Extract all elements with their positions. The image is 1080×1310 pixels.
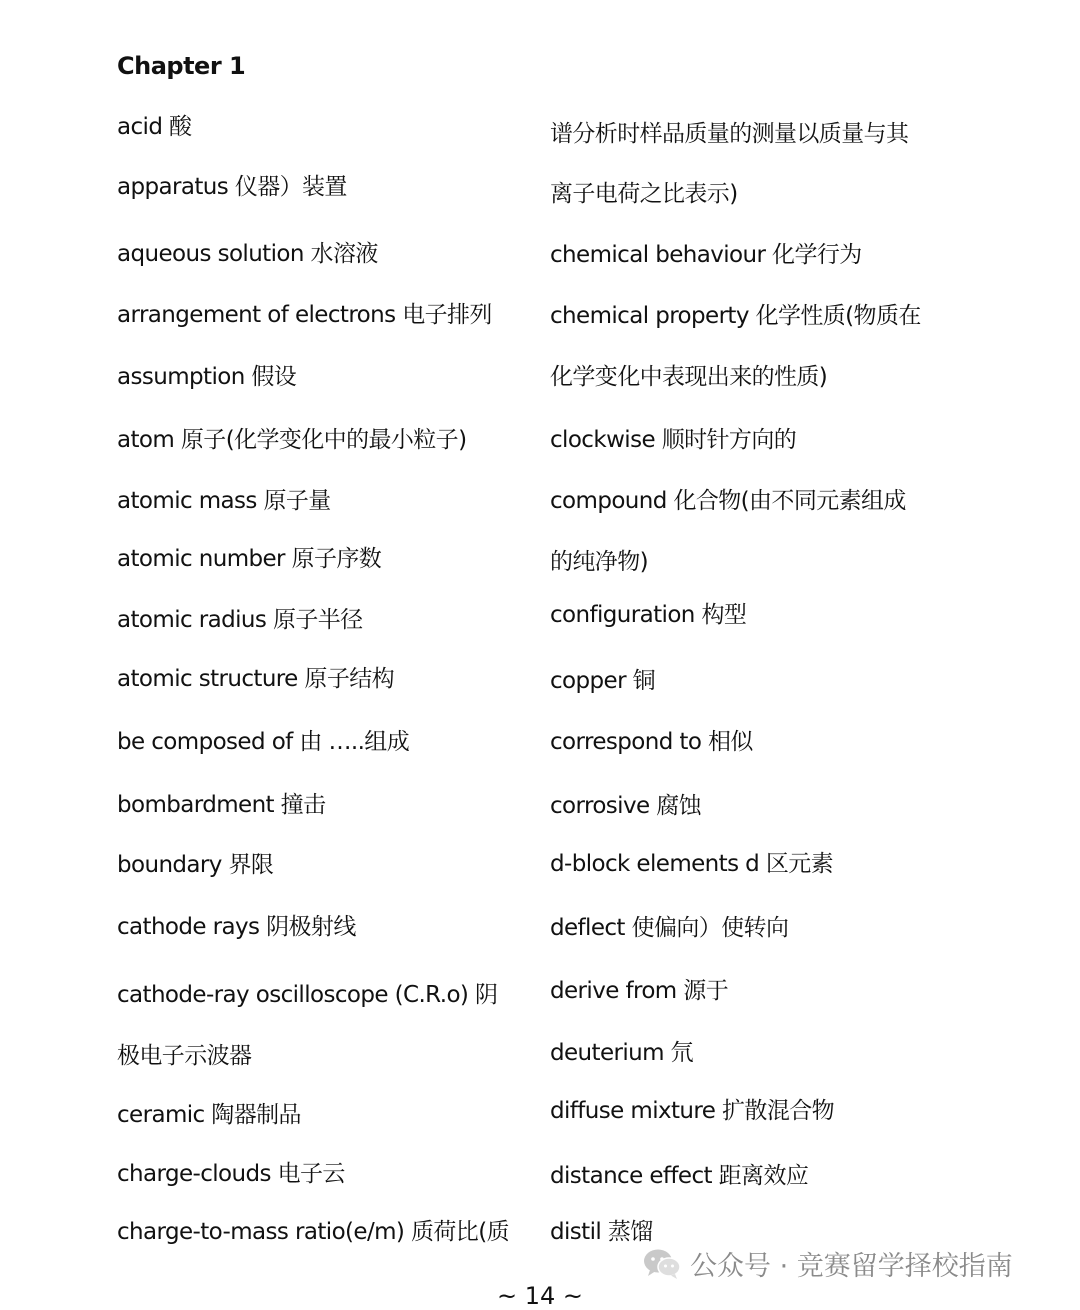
glossary-entry: atomic number 原子序数	[117, 546, 382, 572]
glossary-entry: clockwise 顺时针方向的	[550, 427, 797, 453]
glossary-entry: chemical behaviour 化学行为	[550, 242, 862, 268]
glossary-entry: 谱分析时样品质量的测量以质量与其	[550, 121, 909, 147]
glossary-entry: ceramic 陶器制品	[117, 1102, 301, 1128]
glossary-entry: distance effect 距离效应	[550, 1163, 809, 1189]
glossary-entry: aqueous solution 水溶液	[117, 241, 378, 267]
glossary-entry: diffuse mixture 扩散混合物	[550, 1098, 835, 1124]
glossary-entry: correspond to 相似	[550, 729, 753, 755]
glossary-entry: cathode rays 阴极射线	[117, 914, 356, 940]
glossary-entry: distil 蒸馏	[550, 1219, 653, 1245]
glossary-entry: deuterium 氘	[550, 1040, 694, 1066]
glossary-entry: charge-clouds 电子云	[117, 1161, 345, 1187]
wechat-icon	[642, 1246, 682, 1282]
page-number: ~ 14 ~	[496, 1282, 583, 1310]
glossary-entry: boundary 界限	[117, 852, 274, 878]
glossary-entry: 化学变化中表现出来的性质)	[550, 364, 828, 390]
wechat-watermark	[642, 1244, 1013, 1283]
glossary-entry: atom 原子(化学变化中的最小粒子)	[117, 427, 467, 453]
glossary-entry: bombardment 撞击	[117, 792, 326, 818]
watermark-text: 公众号 · 竞赛留学择校指南	[690, 1251, 1013, 1282]
glossary-entry: corrosive 腐蚀	[550, 793, 702, 819]
glossary-entry: deflect 使偏向）使转向	[550, 915, 789, 941]
glossary-entry: d-block elements d 区元素	[550, 851, 834, 877]
glossary-entry: arrangement of electrons 电子排列	[117, 302, 492, 328]
glossary-entry: atomic structure 原子结构	[117, 666, 395, 692]
glossary-entry: 离子电荷之比表示)	[550, 181, 738, 207]
glossary-entry: cathode-ray oscilloscope (C.R.o) 阴	[117, 982, 498, 1008]
chapter-heading: Chapter 1	[117, 52, 246, 80]
glossary-entry: copper 铜	[550, 668, 656, 694]
glossary-entry: acid 酸	[117, 114, 192, 140]
glossary-entry: chemical property 化学性质(物质在	[550, 303, 921, 329]
glossary-entry: derive from 源于	[550, 978, 729, 1004]
glossary-entry: configuration 构型	[550, 602, 747, 628]
glossary-entry: charge-to-mass ratio(e/m) 质荷比(质	[117, 1219, 509, 1245]
glossary-entry: be composed of 由 …..组成	[117, 729, 410, 755]
glossary-entry: 的纯净物)	[550, 549, 648, 575]
glossary-entry: apparatus 仪器）装置	[117, 174, 347, 200]
glossary-entry: atomic radius 原子半径	[117, 607, 363, 633]
glossary-entry: 极电子示波器	[117, 1043, 252, 1069]
glossary-entry: atomic mass 原子量	[117, 488, 331, 514]
glossary-entry: assumption 假设	[117, 364, 297, 390]
glossary-entry: compound 化合物(由不同元素组成	[550, 488, 906, 514]
